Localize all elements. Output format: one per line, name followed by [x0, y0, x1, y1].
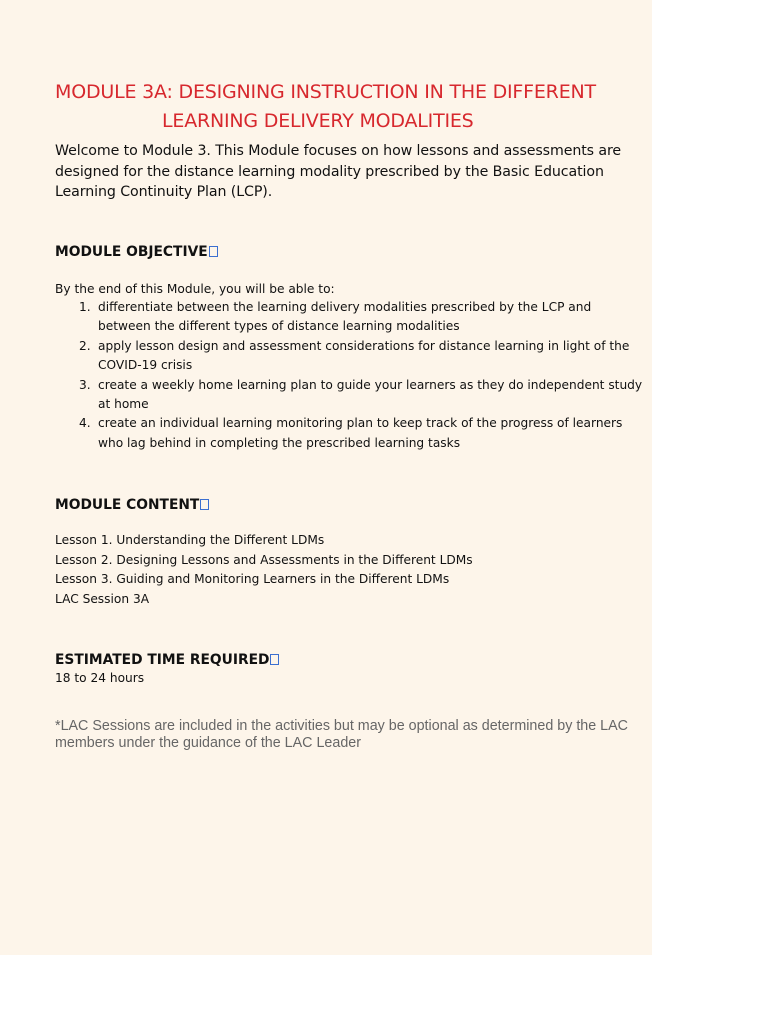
objective-heading-text: MODULE OBJECTIVE: [55, 244, 208, 260]
content-heading: [55, 496, 209, 514]
lesson-item: Lesson 2. Designing Lessons and Assessments in the Different LDMs: [55, 552, 473, 567]
list-item-number: 3.: [79, 377, 91, 392]
list-item: [55, 298, 645, 337]
lac-note: *LAC Sessions are included in the activities but may be optional as determined by the LAC members under the guidance of the LAC Leader: [55, 718, 628, 751]
list-item-number: 4.: [79, 416, 91, 431]
lessons-list: [55, 531, 473, 610]
missing-glyph-icon: [209, 246, 218, 257]
missing-glyph-icon: [270, 654, 279, 665]
lesson-item: Lesson 3. Guiding and Monitoring Learners in the Different LDMs: [55, 572, 450, 587]
list-item-text: apply lesson design and assessment considerations for distance learning in light of the COVID-19 crisis: [98, 338, 630, 373]
missing-glyph-icon: [200, 499, 209, 510]
lesson-item: Lesson 1. Understanding the Different LDMs: [55, 533, 325, 547]
list-item: [55, 337, 645, 376]
time-heading-text: ESTIMATED TIME REQUIRED: [55, 652, 270, 668]
module-intro: Welcome to Module 3. This Module focuses on how lessons and assessments are designed for the distance learning modality prescribed by the Basic Education Learning Continuity Plan (LCP).: [55, 143, 622, 200]
module-title-line1: MODULE 3A: DESIGNING INSTRUCTION IN THE DIFFERENT: [55, 81, 596, 103]
objective-lead: By the end of this Module, you will be able to:: [55, 282, 335, 296]
objective-heading: [55, 243, 218, 261]
list-item-number: 1.: [79, 300, 91, 314]
objectives-list: [55, 298, 645, 453]
list-item: [55, 414, 645, 453]
lesson-item: LAC Session 3A: [55, 592, 150, 607]
content-heading-text: MODULE CONTENT: [55, 497, 200, 513]
module-title-line2: LEARNING DELIVERY MODALITIES: [162, 110, 474, 132]
time-heading: [55, 651, 279, 669]
list-item: [55, 376, 645, 415]
module-title: [55, 78, 596, 136]
list-item-text: create an individual learning monitoring plan to keep track of the progress of learners who lag behind in completing the prescribed learning tasks: [98, 416, 623, 450]
list-item-text: differentiate between the learning delivery modalities prescribed by the LCP and between the different types of distance learning modalities: [98, 300, 592, 334]
time-value: 18 to 24 hours: [55, 671, 145, 685]
list-item-text: create a weekly home learning plan to guide your learners as they do independent study at home: [98, 377, 643, 412]
list-item-number: 2.: [79, 338, 91, 353]
